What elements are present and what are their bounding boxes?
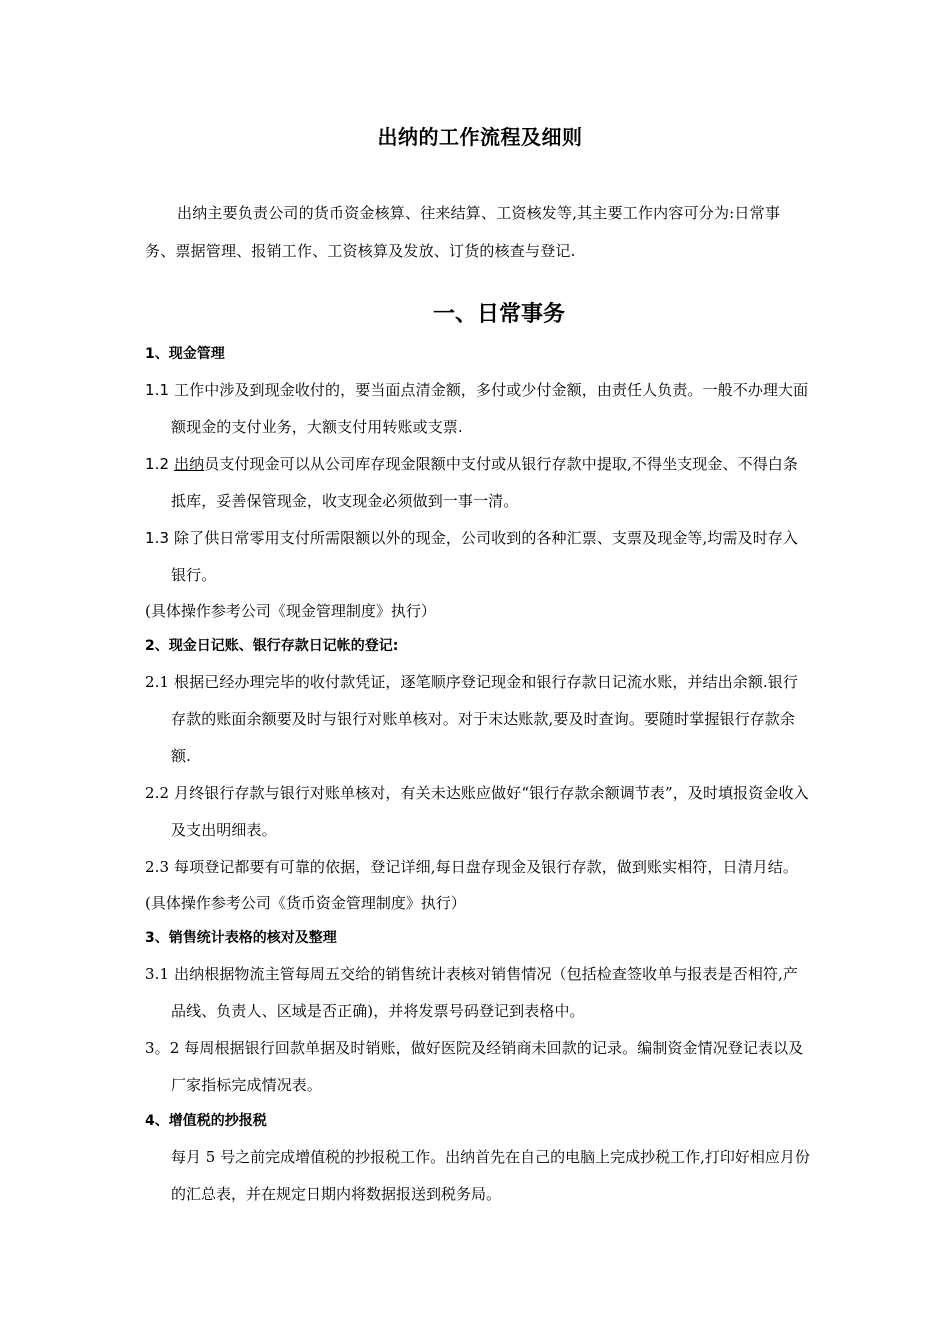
item-text: 员支付现金可以从公司库存现金限额中支付或从银行存款中提取,不得坐支现金、不得白条抵库，妥善保管现金，收支现金必须做到一事一清。 [171,455,799,510]
reference-note: (具体操作参考公司《货币资金管理制度》执行） [145,894,466,912]
heading-number: 1 [145,346,155,362]
list-item: 2.1 根据已经办理完毕的收付款凭证，逐笔顺序登记现金和银行存款日记流水账，并结出余额.银行存款的账面余额要及时与银行对账单核对。对于末达账款,要及时查询。要随时掌握银行存款余额. [145,673,798,765]
list-item: 2.2 月终银行存款与银行对账单核对，有关未达账应做好“银行存款余额调节表”，及时填报资金收入及支出明细表。 [145,784,809,839]
section-body [145,337,810,1213]
list-item [145,372,810,446]
item-number: 1.3 [145,529,170,547]
list-item [145,520,810,594]
item-number: 1.2 [145,455,170,473]
list-item [145,446,810,520]
reference-note: (具体操作参考公司《现金管理制度》执行） [145,602,436,620]
list-item: 3。2 每周根据银行回款单据及时销账，做好医院及经销商未回款的记录。编制资金情况登记表以及厂家指标完成情况表。 [145,1039,804,1094]
heading-text: 、现金管理 [154,346,225,362]
subsection-heading-vat: 4、增值税的抄报税 [145,1113,267,1129]
list-item: 3.1 出纳根据物流主管每周五交给的销售统计表核对销售情况（包括检查签收单与报表是否相符,产品线、负责人、区域是否正确)，并将发票号码登记到表格中。 [145,965,798,1020]
cashier-link[interactable]: 出纳 [174,455,205,473]
item-number: 1.1 [145,381,170,399]
list-item: 2.3 每项登记都要有可靠的依据，登记详细,每日盘存现金及银行存款，做到账实相符，日清月结。 [145,858,798,876]
item-text: 除了供日常零用支付所需限额以外的现金，公司收到的各种汇票、支票及现金等,均需及时存入银行。 [169,529,798,584]
subsection-heading-sales-stats: 3、销售统计表格的核对及整理 [145,930,337,946]
section-heading-daily-affairs: 一、日常事务 [432,302,565,327]
subsection-heading-cash-management [145,337,810,372]
intro-paragraph: 出纳主要负责公司的货币资金核算、往来结算、工资核发等,其主要工作内容可分为:日常事务、票据管理、报销工作、工资核算及发放、订货的核查与登记. [145,204,781,260]
vat-paragraph: 每月 5 号之前完成增值税的抄报税工作。出纳首先在自己的电脑上完成抄税工作,打印好相应月份的汇总表，并在规定日期内将数据报送到税务局。 [171,1148,810,1203]
subsection-heading-journal: 2、现金日记账、银行存款日记帐的登记: [145,638,399,654]
item-text: 工作中涉及到现金收付的，要当面点清金额，多付或少付金额，由责任人负责。一般不办理大面额现金的支付业务，大额支付用转账或支票. [169,381,809,436]
document-title: 出纳的工作流程及细则 [377,125,583,149]
